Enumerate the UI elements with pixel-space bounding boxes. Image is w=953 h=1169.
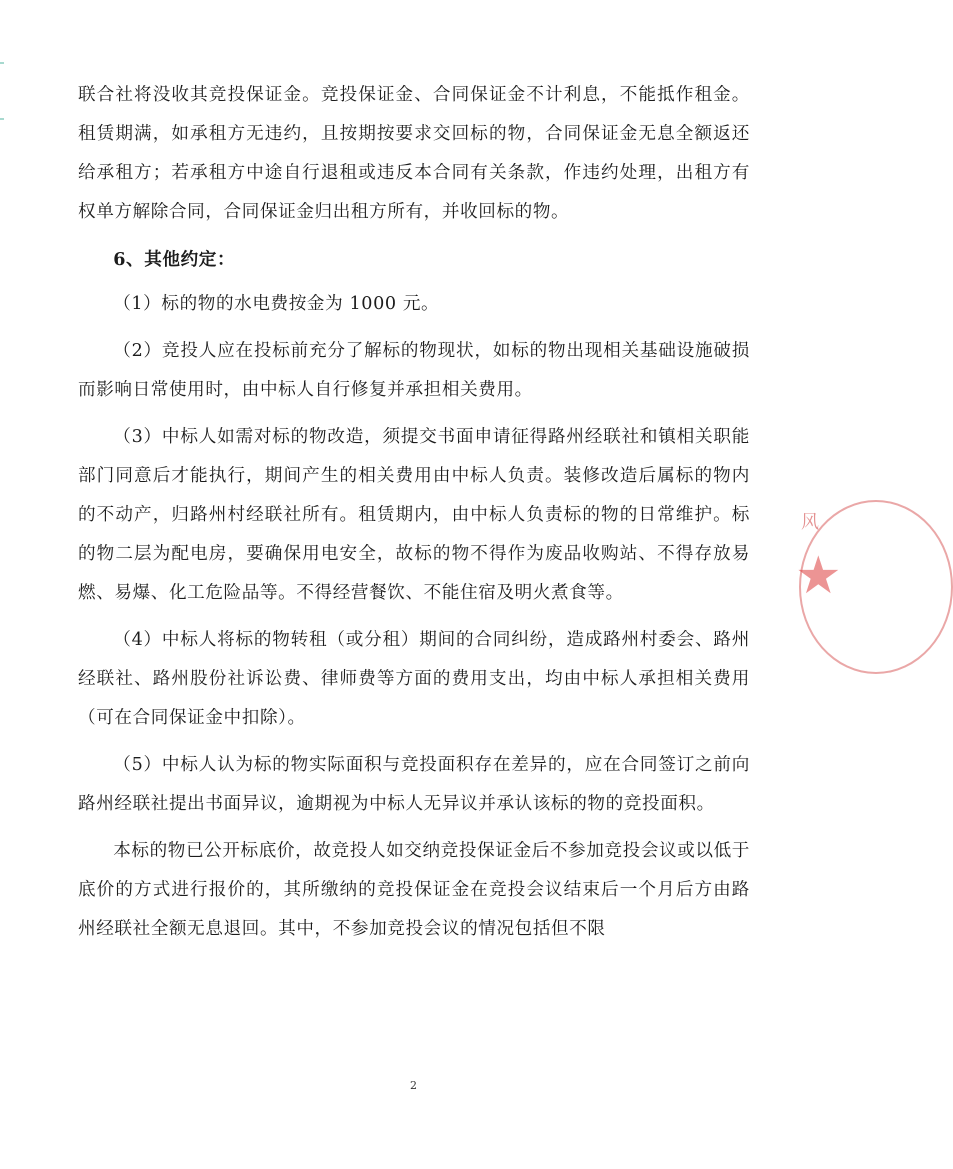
- paragraph-intro: 联合社将没收其竞投保证金。竞投保证金、合同保证金不计利息，不能抵作租金。租赁期满，如承租方无违约，且按期按要求交回标的物，合同保证金无息全额返还给承租方；若承租方中途自行退租或违反本合同有关条款，作违约处理，出租方有权单方解除合同，合同保证金归出租方所有，并收回标的物。: [78, 85, 750, 222]
- document-body: [78, 76, 750, 949]
- list-item: （5）中标人认为标的物实际面积与竞投面积存在差异的，应在合同签订之前向路州经联社提出书面异议，逾期视为中标人无异议并承认该标的物的竞投面积。: [78, 755, 750, 814]
- official-seal: [793, 500, 842, 675]
- list-item: （3）中标人如需对标的物改造，须提交书面申请征得路州经联社和镇相关职能部门同意后才能执行，期间产生的相关费用由中标人负责。装修改造后属标的物内的不动产，归路州村经联社所有。租赁期内，由中标人负责标的物的日常维护。标的物二层为配电房，要确保用电安全，故标的物不得作为废品收购站、不得存放易燃、易爆、化工危险品等。不得经营餐饮、不能住宿及明火煮食等。: [78, 427, 750, 603]
- list-item: （4）中标人将标的物转租（或分租）期间的合同纠纷，造成路州村委会、路州经联社、路州股份社诉讼费、律师费等方面的费用支出，均由中标人承担相关费用（可在合同保证金中扣除）。: [78, 630, 750, 728]
- edge-mark: [0, 118, 4, 120]
- seal-text: 风: [801, 512, 819, 533]
- section-heading: 6、其他约定：: [113, 249, 236, 270]
- seal-star-icon: ★: [795, 546, 842, 606]
- list-item: （2）竞投人应在投标前充分了解标的物现状，如标的物出现相关基础设施破损而影响日常使用时，由中标人自行修复并承担相关费用。: [78, 341, 750, 400]
- edge-mark: [0, 62, 4, 64]
- closing-paragraph: 本标的物已公开标底价，故竞投人如交纳竞投保证金后不参加竞投会议或以低于底价的方式进行报价的，其所缴纳的竞投保证金在竞投会议结束后一个月后方由路州经联社全额无息退回。其中，不参加竞投会议的情况包括但不限: [78, 841, 750, 939]
- list-item: （1）标的物的水电费按金为 1000 元。: [113, 294, 440, 314]
- page-number: 2: [410, 1079, 417, 1092]
